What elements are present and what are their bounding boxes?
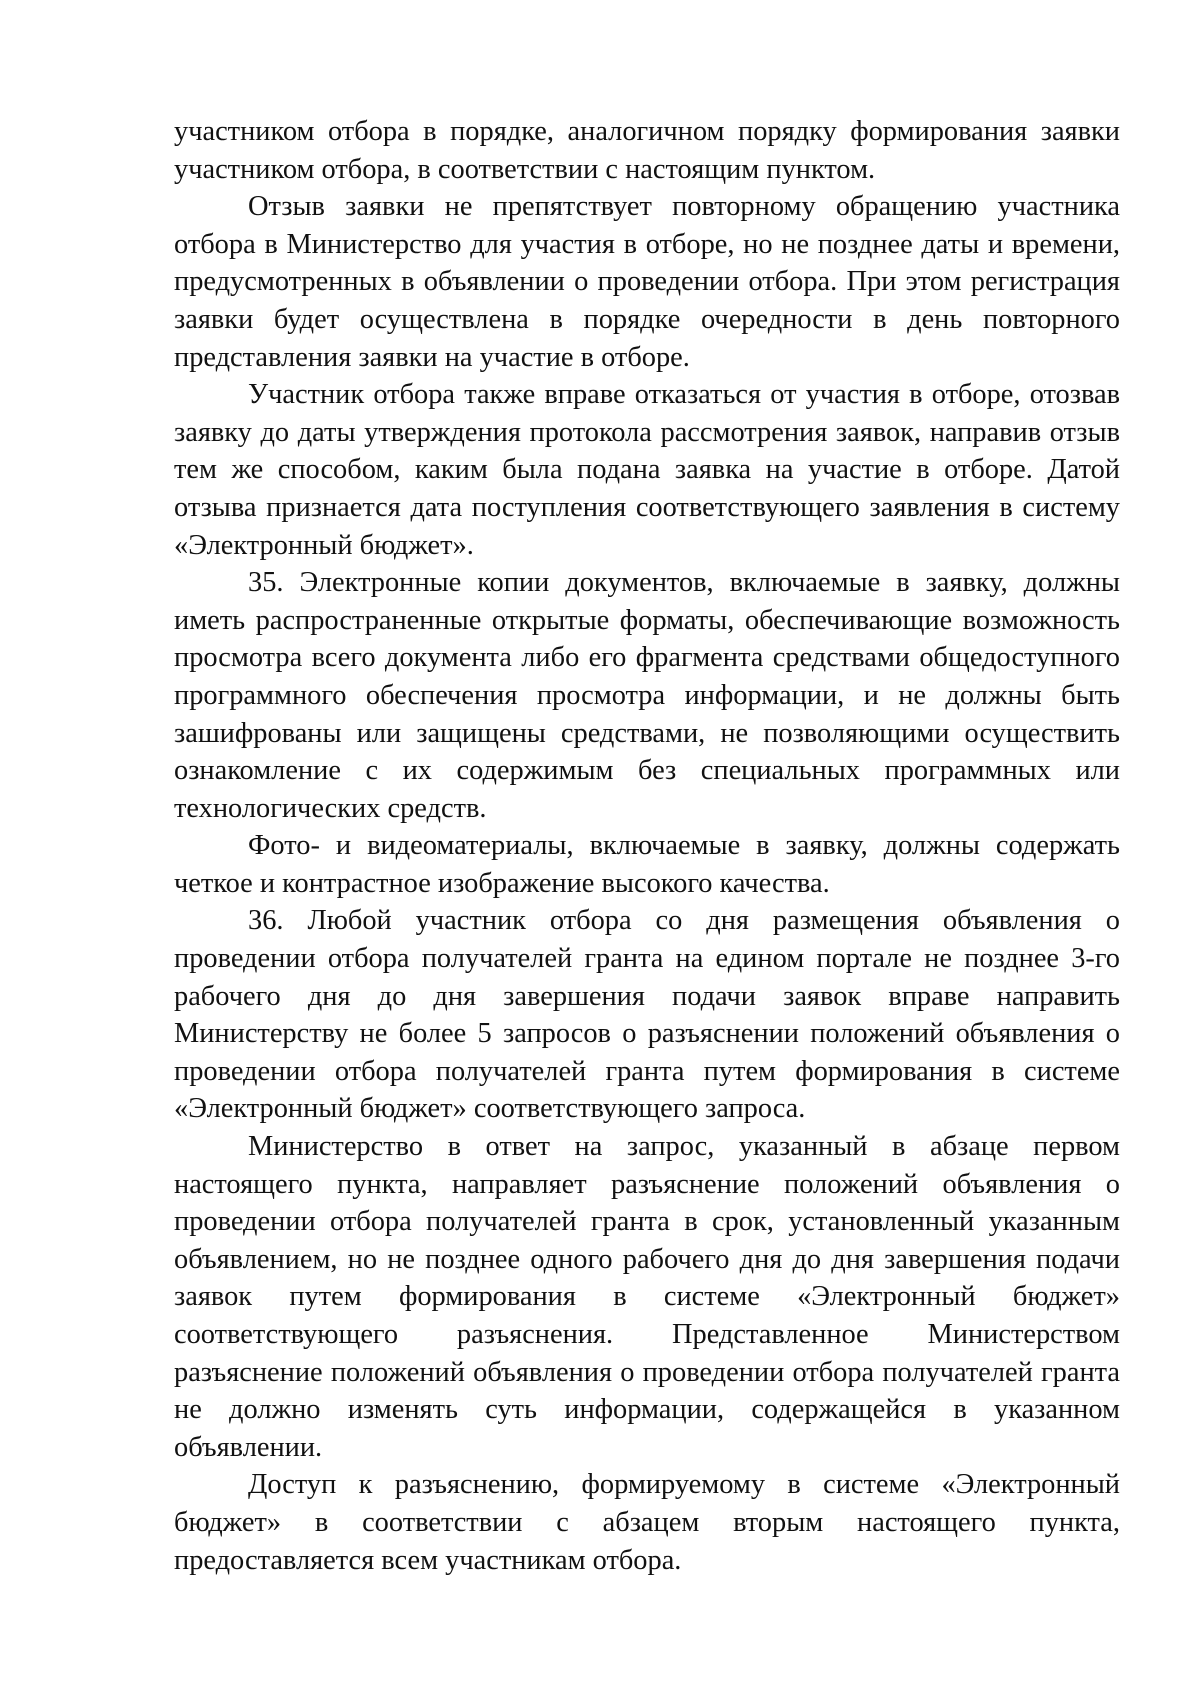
- paragraph-ministry-response: Министерство в ответ на запрос, указанный в абзаце первом настоящего пункта, направляет разъяснение положений объявления о проведении отбора получателей гранта в срок, установленный указанным объявлением, но не позднее одного рабочего дня до дня завершения подачи заявок путем формирования в системе «Электронный бюджет» соответствующего разъяснения. Представленное Министерством разъяснение положений объявления о проведении отбора получателей гранта не должно изменять суть информации, содержащейся в указанном объявлении.: [174, 1131, 1120, 1463]
- paragraph-item-36: 36. Любой участник отбора со дня размещения объявления о проведении отбора получателей гранта на едином портале не позднее 3-го рабочего дня до дня завершения подачи заявок вправе направить Министерству не более 5 запросов о разъяснении положений объявления о проведении отбора получателей гранта путем формирования в системе «Электронный бюджет» соответствующего запроса.: [174, 905, 1120, 1125]
- paragraph-access: Доступ к разъяснению, формируемому в системе «Электронный бюджет» в соответствии с абзацем вторым настоящего пункта, предоставляется всем участникам отбора.: [174, 1469, 1120, 1576]
- paragraph-media-quality: Фото- и видеоматериалы, включаемые в заявку, должны содержать четкое и контрастное изображение высокого качества.: [174, 830, 1120, 899]
- paragraph-continuation: участником отбора в порядке, аналогичном порядку формирования заявки участником отбора, в соответствии с настоящим пунктом.: [174, 116, 1120, 185]
- paragraph-refusal: Участник отбора также вправе отказаться от участия в отборе, отозвав заявку до даты утверждения протокола рассмотрения заявок, направив отзыв тем же способом, каким была подана заявка на участие в отборе. Датой отзыва признается дата поступления соответствующего заявления в систему «Электронный бюджет».: [174, 379, 1120, 561]
- paragraph-withdrawal-reapply: Отзыв заявки не препятствует повторному обращению участника отбора в Министерство для участия в отборе, но не позднее даты и времени, предусмотренных в объявлении о проведении отбора. При этом регистрация заявки будет осуществлена в порядке очередности в день повторного представления заявки на участие в отборе.: [174, 191, 1120, 373]
- document-page: [174, 113, 1120, 1579]
- paragraph-item-35: 35. Электронные копии документов, включаемые в заявку, должны иметь распространенные открытые форматы, обеспечивающие возможность просмотра всего документа либо его фрагмента средствами общедоступного программного обеспечения просмотра информации, и не должны быть зашифрованы или защищены средствами, не позволяющими осуществить ознакомление с их содержимым без специальных программных или технологических средств.: [174, 567, 1120, 824]
